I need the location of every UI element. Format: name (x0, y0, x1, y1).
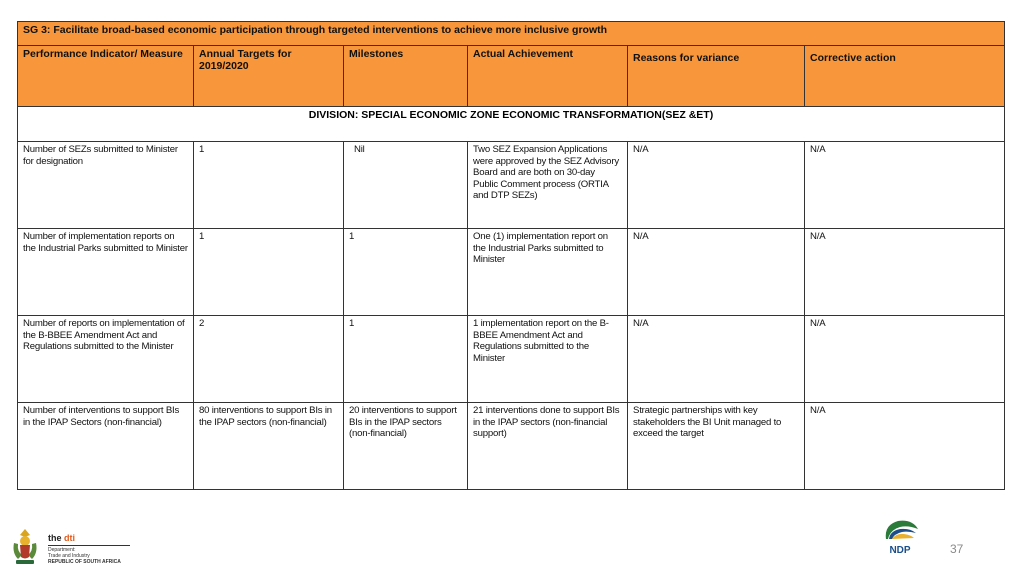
cell-target: 80 interventions to support BIs in the IPAP sectors (non-financial) (194, 403, 344, 490)
cell-achievement: Two SEZ Expansion Applications were approved by the SEZ Advisory Board and are both on 30-day Public Comment process (ORTIA and DTP SEZs) (468, 142, 628, 229)
table-row (18, 229, 1005, 316)
ndp-letters: NDP (889, 545, 911, 555)
cell-indicator: Number of SEZs submitted to Minister for designation (18, 142, 194, 229)
dept-line: Department: (48, 547, 76, 553)
header-milestones: Milestones (344, 46, 468, 107)
cell-corrective: N/A (805, 229, 1005, 316)
brand-prefix: the (48, 533, 65, 543)
cell-corrective: N/A (805, 142, 1005, 229)
header-row (18, 46, 1005, 107)
cell-indicator: Number of interventions to support BIs in the IPAP Sectors (non-financial) (18, 403, 194, 490)
cell-variance: N/A (628, 142, 805, 229)
table-row (18, 316, 1005, 403)
division-title: DIVISION: SPECIAL ECONOMIC ZONE ECONOMIC TRANSFORMATION(SEZ &ET) (18, 107, 1005, 142)
cell-milestone: 1 (344, 316, 468, 403)
cell-variance: N/A (628, 316, 805, 403)
performance-table (17, 21, 1005, 490)
brand-name: dti (64, 533, 76, 543)
table-row (18, 403, 1005, 490)
ndp-2030-logo (878, 517, 924, 555)
cell-milestone: Nil (344, 142, 468, 229)
cell-target: 1 (194, 229, 344, 316)
divider (48, 545, 130, 546)
dti-logo (10, 527, 130, 567)
page-number: 37 (950, 542, 964, 556)
cell-achievement: One (1) implementation report on the Industrial Parks submitted to Minister (468, 229, 628, 316)
header-targets: Annual Targets for 2019/2020 (194, 46, 344, 107)
sg-title: SG 3: Facilitate broad-based economic participation through targeted interventions to achieve more inclusive growth (18, 22, 1005, 46)
dept-text (48, 547, 121, 565)
header-achievement: Actual Achievement (468, 46, 628, 107)
header-variance: Reasons for variance (628, 46, 805, 107)
cell-variance: N/A (628, 229, 805, 316)
dept-line: Trade and Industry (48, 553, 90, 559)
sg-title-row (18, 22, 1005, 46)
cell-corrective: N/A (805, 316, 1005, 403)
cell-target: 1 (194, 142, 344, 229)
cell-indicator: Number of implementation reports on the Industrial Parks submitted to Minister (18, 229, 194, 316)
table-row (18, 142, 1005, 229)
header-corrective: Corrective action (805, 46, 1005, 107)
coat-of-arms-icon (10, 527, 40, 567)
cell-variance: Strategic partnerships with key stakeholders the BI Unit managed to exceed the target (628, 403, 805, 490)
ndp-year: 2030 (896, 540, 908, 546)
cell-milestone: 1 (344, 229, 468, 316)
cell-milestone: 20 interventions to support BIs in the IPAP sectors (non-financial) (344, 403, 468, 490)
cell-achievement: 1 implementation report on the B-BBEE Amendment Act and Regulations submitted to the Minister (468, 316, 628, 403)
dept-line: REPUBLIC OF SOUTH AFRICA (48, 559, 121, 565)
cell-corrective: N/A (805, 403, 1005, 490)
cell-achievement: 21 interventions done to support BIs in the IPAP sectors (non-financial support) (468, 403, 628, 490)
header-indicator: Performance Indicator/ Measure (18, 46, 194, 107)
division-row (18, 107, 1005, 142)
cell-indicator: Number of reports on implementation of the B-BBEE Amendment Act and Regulations submitted to the Minister (18, 316, 194, 403)
cell-target: 2 (194, 316, 344, 403)
dti-brand (48, 533, 75, 543)
